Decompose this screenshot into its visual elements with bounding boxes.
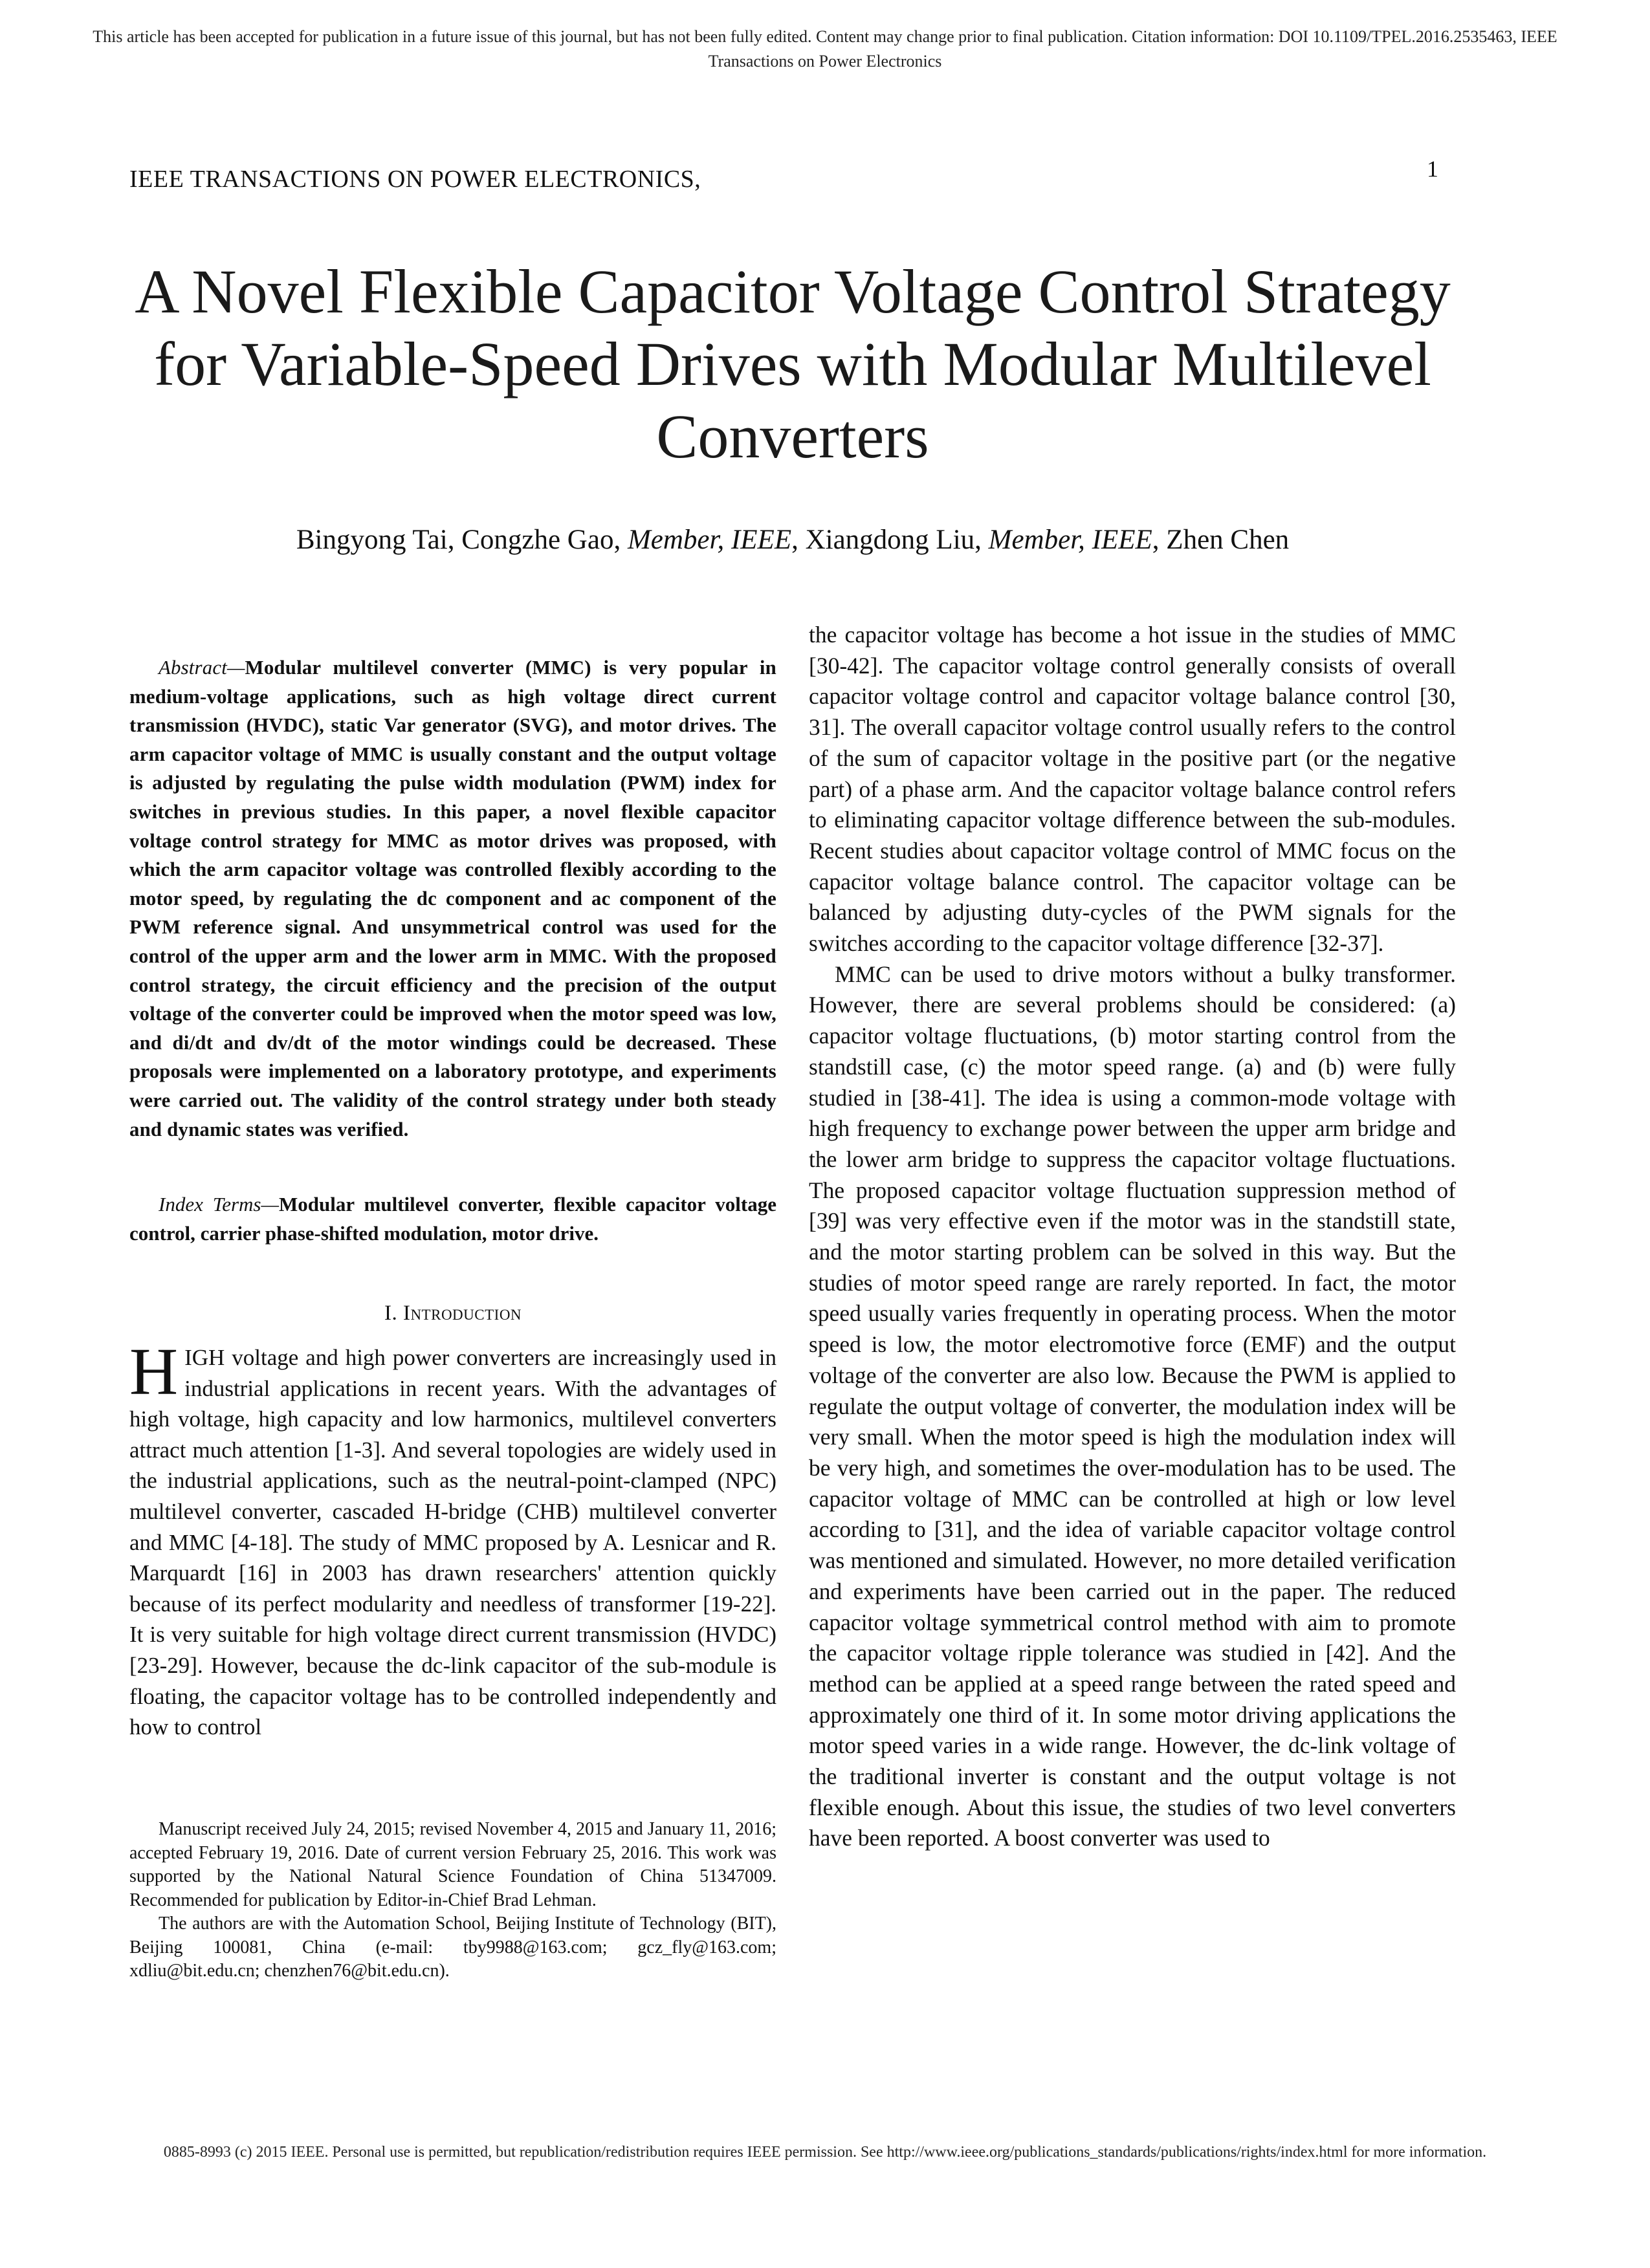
author-names-3: , Zhen Chen xyxy=(1152,525,1290,555)
footnote-manuscript: Manuscript received July 24, 2015; revised November 4, 2015 and January 11, 2016; accepted February 19, 2016. Date of current version February 25, 2016. This work was supported by the National Natural Science Foundation of China 51347009. Recommended for publication by Editor-in-Chief Brad Lehman. xyxy=(129,1819,776,1910)
author-names-2: , Xiangdong Liu, xyxy=(791,525,989,555)
banner-line-1: This article has been accepted for publication in a future issue of this journal, but has not been fully edited. Content may change prior to final publication. Citation information: DOI 10.1109/TPEL.2016.2535463, IEEE xyxy=(93,27,1557,46)
abstract-lead: Abstract— xyxy=(159,657,245,679)
right-column-text xyxy=(809,620,1456,1854)
publication-notice-banner xyxy=(0,25,1650,74)
author-line xyxy=(116,523,1469,558)
section-heading-introduction xyxy=(129,1302,776,1325)
author-membership-1: Member, IEEE xyxy=(627,525,792,555)
banner-line-2: Transactions on Power Electronics xyxy=(708,52,942,71)
copyright-footer: 0885-8993 (c) 2015 IEEE. Personal use is permitted, but republication/redistribution requires IEEE permission. See http://www.ieee.org/publications_standards/publications/rights/index.html for more information. xyxy=(163,2144,1487,2161)
index-terms-text: Modular multilevel converter, flexible capacitor voltage control, carrier phase-shifted modulation, motor drive. xyxy=(129,1193,776,1245)
section-number: I. xyxy=(384,1302,403,1325)
page-number: 1 xyxy=(1427,156,1438,182)
drop-cap: H xyxy=(129,1335,179,1409)
author-names-1: Bingyong Tai, Congzhe Gao, xyxy=(296,525,628,555)
manuscript-footnote xyxy=(129,1818,776,1983)
footnote-affiliation: The authors are with the Automation School, Beijing Institute of Technology (BIT), Beijing 100081, China (e-mail: tby9988@163.com; gcz_fly@163.com; xdliu@bit.edu.cn; chenzhen76@bit.edu.cn). xyxy=(129,1914,776,1981)
introduction-text: IGH voltage and high power converters are increasingly used in industrial applications in recent years. With the advantages of high voltage, high capacity and low harmonics, multilevel converters attract much attention [1-3]. And several topologies are widely used in the industrial applications, such as the neutral-point-clamped (NPC) multilevel converter, cascaded H-bridge (CHB) multilevel converter and MMC [4-18]. The study of MMC proposed by A. Lesnicar and R. Marquardt [16] in 2003 has drawn researchers' attention quickly because of its perfect modularity and needless of transformer [19-22]. It is very suitable for high voltage direct current transmission (HVDC) [23-29]. However, because the dc-link capacitor of the sub-module is floating, the capacitor voltage has to be controlled independently and how to control xyxy=(129,1345,776,1740)
abstract xyxy=(129,653,776,1144)
right-paragraph-1: the capacitor voltage has become a hot issue in the studies of MMC [30-42]. The capacitor voltage control generally consists of overall capacitor voltage control and capacitor voltage balance control [30, 31]. The overall capacitor voltage control usually refers to the control of the sum of capacitor voltage in the positive part (or the negative part) of a phase arm. And the capacitor voltage balance control refers to eliminating capacitor voltage difference between the sub-modules. Recent studies about capacitor voltage control of MMC focus on the capacitor voltage balance control. The capacitor voltage can be balanced by adjusting duty-cycles of the PWM signals for the switches according to the capacitor voltage difference [32-37]. xyxy=(809,622,1456,957)
abstract-text: Modular multilevel converter (MMC) is very popular in medium-voltage applications, such as high voltage direct current transmission (HVDC), static Var generator (SVG), and motor drives. The arm capacitor voltage of MMC is usually constant and the output voltage is adjusted by regulating the pulse width modulation (PWM) index for switches in previous studies. In this paper, a novel flexible capacitor voltage control strategy for MMC as motor drives was proposed, with which the arm capacitor voltage was controlled flexibly according to the motor speed, by regulating the dc component and ac component of the PWM reference signal. And unsymmetrical control was used for the control of the upper arm and the lower arm in MMC. With the proposed control strategy, the circuit efficiency and the precision of the output voltage of the converter could be improved when the motor speed was low, and di/dt and dv/dt of the motor windings could be decreased. These proposals were implemented on a laboratory prototype, and experiments were carried out. The validity of the control strategy under both steady and dynamic states was verified. xyxy=(129,657,776,1140)
index-terms-lead: Index Terms— xyxy=(159,1193,280,1216)
section-title: Introduction xyxy=(402,1302,522,1325)
introduction-paragraph xyxy=(129,1335,776,1743)
author-membership-2: Member, IEEE xyxy=(988,525,1152,555)
running-head: IEEE TRANSACTIONS ON POWER ELECTRONICS, xyxy=(129,166,701,193)
index-terms xyxy=(129,1190,776,1248)
paper-title: A Novel Flexible Capacitor Voltage Control Strategy for Variable-Speed Drives with Modular Multilevel Converters xyxy=(135,257,1451,471)
right-paragraph-2: MMC can be used to drive motors without a bulky transformer. However, there are several problems should be considered: (a) capacitor voltage fluctuations, (b) motor starting control from the standstill case, (c) the motor speed range. (a) and (b) were fully studied in [38-41]. The idea is using a common-mode voltage with high frequency to exchange power between the upper arm bridge and the lower arm bridge to suppress the capacitor voltage fluctuations. The proposed capacitor voltage fluctuation suppression method of [39] was very effective even if the motor was in the standstill state, and the motor starting problem can be solved in this way. But the studies of motor speed range are rarely reported. In fact, the motor speed usually varies frequently in operating process. When the motor speed is low, the motor electromotive force (EMF) and the output voltage of the converter are also low. Because the PWM is applied to regulate the output voltage of converter, the modulation index will be very small. When the motor speed is high the modulation index will be very high, and sometimes the over-modulation has to be used. The capacitor voltage of MMC can be controlled at high or low level according to [31], and the idea of variable capacitor voltage control was mentioned and simulated. However, no more detailed verification and experiments have been carried out in the paper. The reduced capacitor voltage symmetrical control method with aim to promote the capacitor voltage ripple tolerance was studied in [42]. And the method can be applied at a speed range between the rated speed and approximately one third of it. In some motor driving applications the motor speed varies in a wide range. However, the dc-link voltage of the traditional inverter is constant and the output voltage is not flexible enough. About this issue, the studies of two level converters have been reported. A boost converter was used to xyxy=(809,961,1456,1851)
